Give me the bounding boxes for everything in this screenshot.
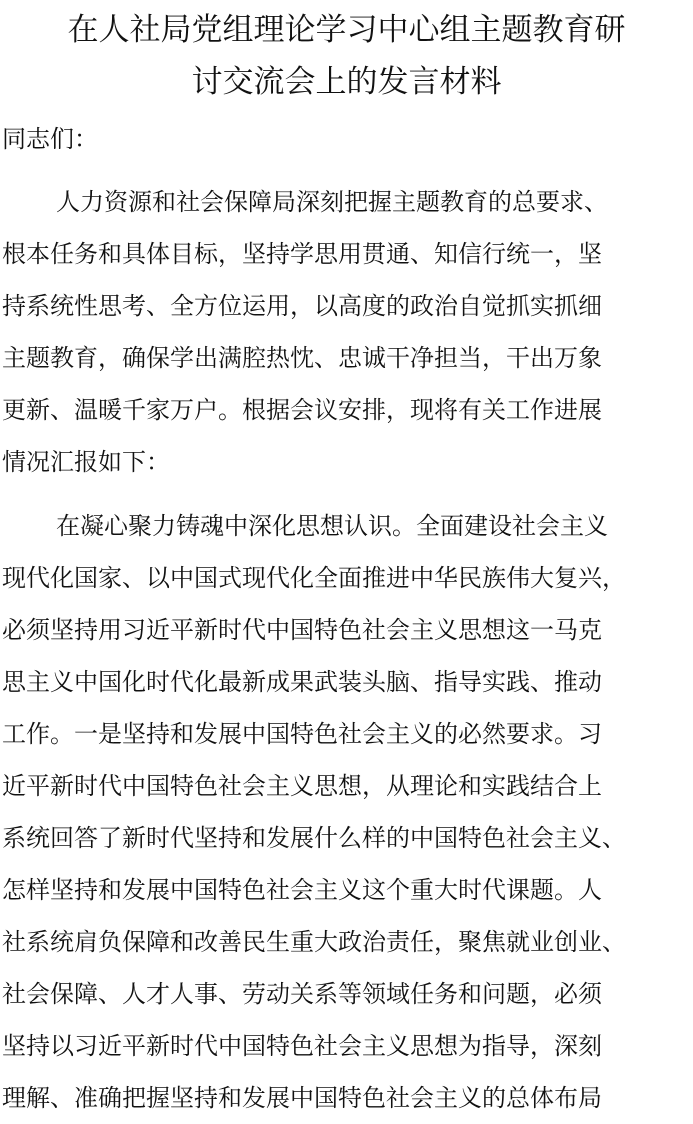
paragraph-line: 思主义中国化时代化最新成果武装头脑、指导实践、推动 — [2, 668, 602, 696]
paragraph-line: 持系统性思考、全方位运用，以高度的政治自觉抓实抓细 — [2, 292, 602, 320]
paragraph-line: 近平新时代中国特色社会主义思想，从理论和实践结合上 — [2, 772, 602, 800]
paragraph-line: 理解、准确把握坚持和发展中国特色社会主义的总体布局 — [2, 1084, 602, 1112]
paragraph-line: 怎样坚持和发展中国特色社会主义这个重大时代课题。人 — [2, 876, 602, 904]
paragraph-line: 坚持以习近平新时代中国特色社会主义思想为指导，深刻 — [2, 1032, 602, 1060]
paragraph-line: 主题教育，确保学出满腔热忱、忠诚干净担当，干出万象 — [2, 344, 602, 372]
paragraph-line: 社会保障、人才人事、劳动关系等领域任务和问题，必须 — [2, 980, 602, 1008]
title-line-1: 在人社局党组理论学习中心组主题教育研 — [67, 12, 626, 48]
paragraph-line: 现代化国家、以中国式现代化全面推进中华民族伟大复兴， — [2, 564, 626, 592]
paragraph-line: 情况汇报如下： — [2, 448, 170, 476]
paragraph-1 — [0, 176, 693, 488]
paragraph-line: 更新、温暖千家万户。根据会议安排，现将有关工作进展 — [2, 396, 602, 424]
paragraph-line: 必须坚持用习近平新时代中国特色社会主义思想这一马克 — [2, 616, 602, 644]
paragraph-2 — [0, 500, 693, 1124]
greeting: 同志们： — [2, 125, 98, 153]
paragraph-line: 工作。一是坚持和发展中国特色社会主义的必然要求。习 — [2, 720, 602, 748]
paragraph-line: 系统回答了新时代坚持和发展什么样的中国特色社会主义、 — [2, 824, 626, 852]
document-title — [0, 0, 693, 108]
paragraph-line: 人力资源和社会保障局深刻把握主题教育的总要求、 — [56, 188, 608, 216]
paragraph-line: 在凝心聚力铸魂中深化思想认识。全面建设社会主义 — [56, 512, 608, 540]
title-line-2: 讨交流会上的发言材料 — [191, 64, 502, 100]
paragraph-line: 根本任务和具体目标，坚持学思用贯通、知信行统一，坚 — [2, 240, 602, 268]
paragraph-line: 社系统肩负保障和改善民生重大政治责任，聚焦就业创业、 — [2, 928, 626, 956]
